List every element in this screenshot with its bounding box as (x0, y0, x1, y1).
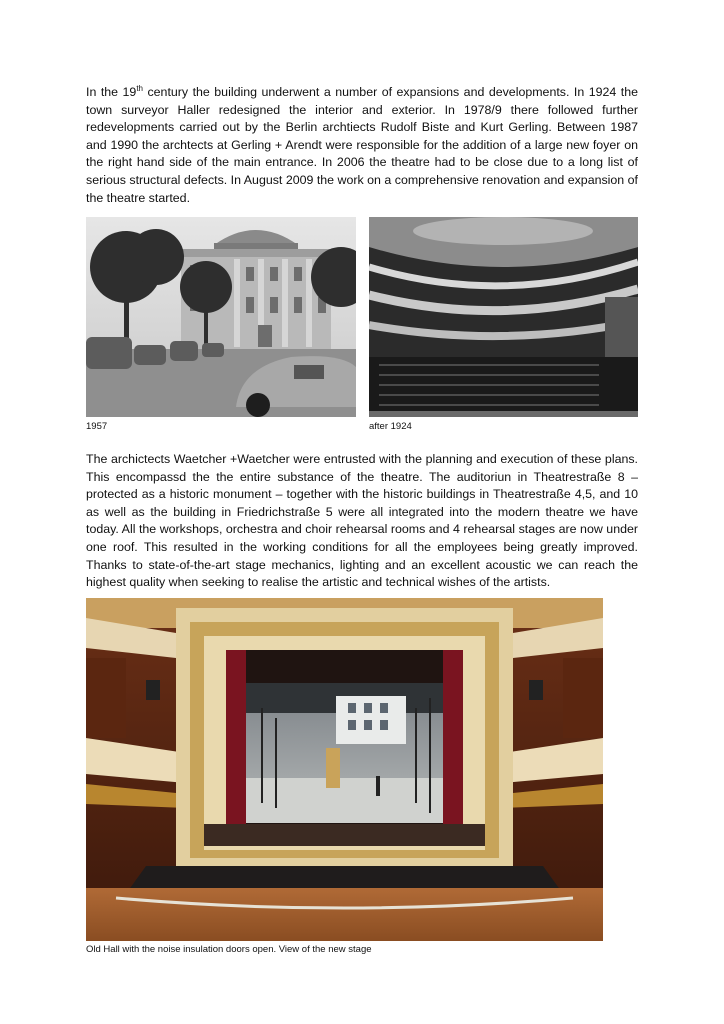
history-text-rest: century the building underwent a number of expansions and developments. In 1924 the town surveyor Haller redesigned the interior and exterior. In 1978/9 there followed further redevelopments carried out by the Berlin archtiects Rudolf Biste and Kurt Gerling. Between 1987 and 1990 the archtects at Gerling + Arendt were responsible for the addition of a large new foyer on the right hand side of the main entrance. In 2006 the theatre had to be close due to a long list of serious structural defects. In August 2009 the work on a comprehensive renovation and expansion of the theatre started. (86, 85, 638, 205)
photo-old-hall-caption: Old Hall with the noise insulation doors open. View of the new stage (86, 944, 372, 955)
architects-paragraph: The archictects Waetcher +Waetcher were entrusted with the planning and execution of these plans. This encompassd the the entire substance of the theatre. The auditoriun in Theatrestraße 8 – protected as a historic monument – together with the historic buildings in Theatrestraße 4,5, and 10 as well as the building in Friedrichstraße 5 were all integrated into the modern theatre we have today. All the workshops, orchestra and choir rehearsal rooms and 4 rehearsal stages are now under one roof. This resulted in the working conditions for all the employees being greatly improved. Thanks to state-of-the-art stage mechanics, lighting and an excellent acoustic we can reach the highest quality when seeking to realise the artistic and technical wishes of the artists. (86, 452, 638, 590)
photo-after-1924-caption: after 1924 (369, 421, 412, 432)
history-paragraph (86, 84, 638, 207)
photo-old-hall-stage (86, 598, 603, 941)
photo-1957-illustration (86, 217, 356, 417)
photo-1957-exterior (86, 217, 356, 417)
photo-after-1924-illustration (369, 217, 638, 417)
history-text-start: In the 19 (86, 85, 137, 99)
photo-old-hall-illustration (86, 598, 603, 941)
photo-1957-caption: 1957 (86, 421, 108, 432)
history-text-superscript: th (136, 83, 143, 93)
photo-after-1924-auditorium (369, 217, 638, 417)
